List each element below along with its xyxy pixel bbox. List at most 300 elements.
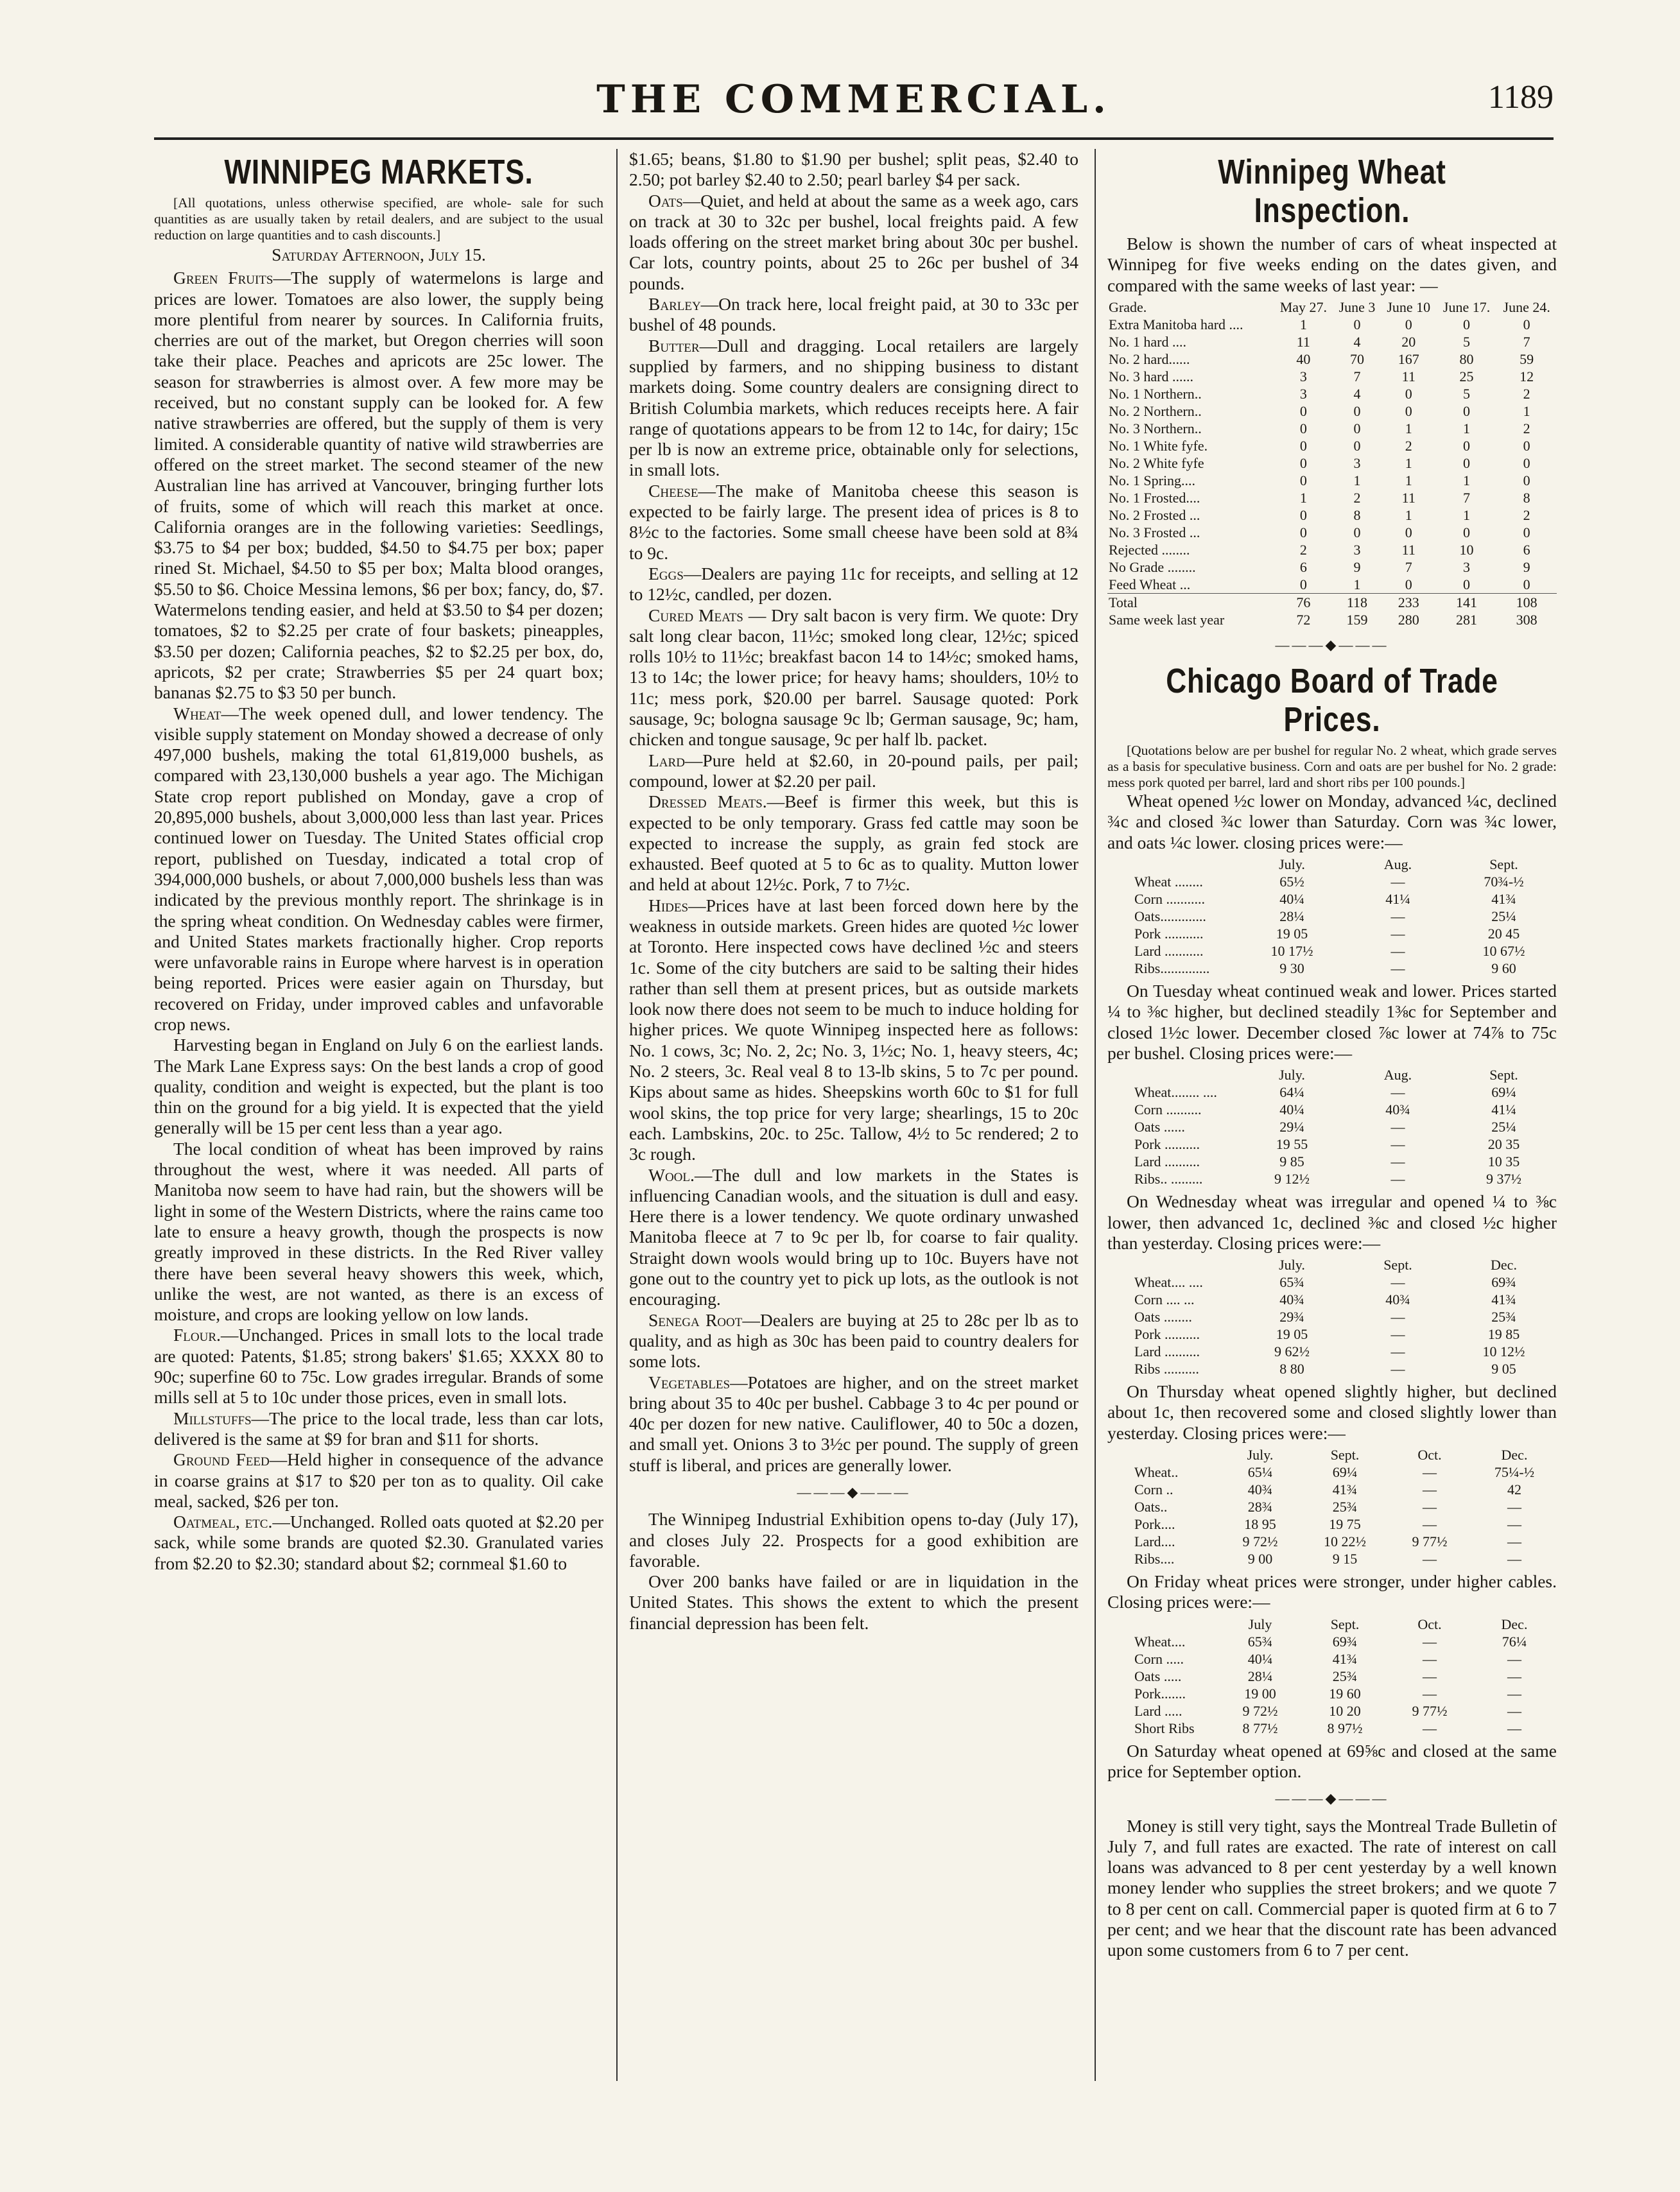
table-cell: 59 [1520,350,1534,367]
table-cell: 108 [1496,593,1557,611]
table-cell: 25¾ [1332,1499,1358,1515]
paragraph-lead: Eggs [648,563,684,583]
column-header: July [1248,1616,1272,1632]
table-cell: 3 [1353,454,1361,471]
row-label: Oats.. [1134,1499,1168,1515]
paragraph-lead: Wheat [173,703,221,723]
table-cell: 9 62½ [1274,1343,1310,1360]
table-cell: 9 05 [1491,1361,1516,1377]
table-cell: 18 95 [1244,1516,1276,1533]
table-cell: — [1507,1702,1521,1719]
table-cell: 9 77½ [1412,1533,1448,1550]
column-header: July. [1279,1257,1305,1273]
table-cell: 10 20 [1329,1702,1361,1719]
table-row [1107,472,1557,489]
table-cell: 5 [1463,333,1471,350]
table-cell: 64¼ [1279,1084,1304,1101]
table-header-row [1133,1256,1557,1273]
market-paragraph [629,1372,1078,1476]
row-label: No. 2 hard...... [1109,350,1190,367]
heading-chicago-prices: Chicago Board of Trade Prices. [1166,662,1498,739]
column-header: May 27. [1279,298,1328,315]
market-paragraph [629,191,1078,294]
table-row [1133,1118,1557,1135]
separator-ornament: ———◆——— [797,1484,911,1500]
table-header-row [1133,1446,1557,1463]
table-cell: 2 [1299,541,1307,558]
row-label: Oats ..... [1134,1668,1182,1684]
table-cell: 12 [1520,368,1534,384]
table-cell: 3 [1299,385,1307,402]
row-label: No. 1 Spring.... [1109,472,1196,488]
row-label: Corn ..... [1134,1650,1184,1667]
market-paragraph [154,1512,603,1574]
table-row [1133,960,1557,977]
total-row [1107,593,1557,611]
table-cell: 29¼ [1279,1119,1304,1135]
table-cell: 1 [1463,506,1471,523]
table-cell: 1 [1523,402,1530,419]
table-cell: 72 [1296,611,1311,628]
table-cell: 233 [1381,593,1437,611]
table-cell: 65½ [1279,874,1304,890]
monday-paragraph: Wheat opened ½c lower on Monday, advanced ¼c, declined ¾c and closed ¾c lower than Saturday. Corn was ¾c lower, and oats ¼c lower. closing prices were:— [1107,791,1557,852]
table-cell: 0 [1299,524,1307,540]
table-cell: 280 [1398,611,1419,628]
table-row [1133,1343,1557,1360]
market-paragraph [154,1325,603,1408]
paragraph-text: .—Unchanged. Prices in small lots to the local trade are quoted: Patents, $1.85; strong bakers' $1.65; XXXX 80 to 90c; superfine 60 to 75c. Low grades irregular. Brands of some mills sell at 5 to 10c under those prices, even in small lots. [154,1325,603,1408]
table-header-row [1133,856,1557,873]
column-header [1133,1446,1218,1463]
paragraph-text: —Potatoes are higher, and on the street market bring about 35 to 40c per bushel. Cabbage 3 to 4c per pound or 40c per dozen for new native. Cauliflower, 40 to 50c a dozen, and small yet. Onions 3 to 3½c per pound. The supply of green stuff is liberal, and prices are generally lower. [629,1372,1078,1475]
column-header: June 3 [1338,298,1376,315]
paragraph-lead: Oatmeal, etc. [173,1512,273,1532]
column-header: Dec. [1501,1616,1528,1632]
paragraph-lead: Flour [173,1325,217,1345]
row-label: Pork....... [1134,1685,1186,1702]
table-cell: 41¼ [1385,891,1410,908]
table-cell: 3 [1463,558,1471,575]
column-header: June 17. [1442,298,1491,315]
table-cell: 25 [1459,368,1474,384]
column-header: Sept. [1330,1616,1360,1632]
table-row [1107,385,1557,402]
table-cell: 25¾ [1332,1668,1358,1684]
column-header: July. [1247,1447,1274,1463]
table-row [1133,1668,1557,1685]
row-label: No. 3 Northern.. [1109,420,1202,436]
paragraph-lead: Oats [648,190,683,211]
table-cell: 4 [1353,333,1361,350]
market-paragraph [629,294,1078,336]
table-cell: 69¼ [1491,1084,1516,1101]
table-cell: 1 [1299,489,1307,506]
row-label: Ribs.............. [1134,960,1210,977]
table-cell: 41¾ [1491,891,1516,908]
table-cell: 0 [1299,402,1307,419]
table-row [1133,1702,1557,1720]
market-paragraph [154,1139,603,1325]
table-cell: 19 05 [1276,926,1308,942]
table-cell: — [1423,1481,1437,1498]
last_year-row [1107,611,1557,628]
table-cell: — [1507,1685,1521,1702]
table-cell: — [1390,960,1405,977]
table-cell: 1 [1463,420,1471,436]
table-cell: 40¼ [1247,1650,1273,1667]
row-label: Lard .......... [1134,1343,1200,1360]
table-cell: — [1390,1361,1405,1377]
friday-paragraph: On Friday wheat prices were stronger, under higher cables. Closing prices were:— [1107,1571,1557,1612]
table-row [1133,1170,1557,1187]
table-cell: — [1423,1720,1437,1736]
table-cell: 9 60 [1491,960,1516,977]
row-label: Wheat........ .... [1134,1084,1217,1101]
page-number: 1189 [1487,79,1554,116]
table-cell: 8 80 [1279,1361,1304,1377]
table-cell: — [1423,1633,1437,1650]
column-header: Sept. [1330,1447,1360,1463]
table-cell: — [1507,1668,1521,1684]
table-row [1133,1720,1557,1737]
row-label: No. 1 White fyfe. [1109,437,1208,454]
paragraph-lead: Butter [648,335,700,356]
row-label: Corn .... ... [1134,1291,1195,1308]
column-header: July. [1279,1067,1305,1083]
separator-ornament: ———◆——— [1275,1790,1389,1807]
table-cell: 11 [1401,489,1416,506]
paragraph-text: .—Beef is firmer this week, but this is expected to be only temporary. Grass fed cattle may soon be expected to increase the supply, as grain fed stock are exhausted. Beef quoted at 5 to 6c as to quality. Mutton lower and held at about 12½c. Pork, 7 to 7½c. [629,791,1078,895]
table-cell: — [1423,1499,1437,1515]
market-paragraph [629,605,1078,750]
table-cell: 9 30 [1279,960,1304,977]
table-row [1133,1481,1557,1498]
table-cell: 0 [1523,524,1530,540]
table-row [1107,524,1557,541]
table-cell: 20 35 [1487,1136,1520,1153]
column-header: June 10 [1387,298,1431,315]
table-cell: 69¾ [1332,1633,1358,1650]
saturday-paragraph: On Saturday wheat opened at 69⅝c and closed at the same price for September option. [1107,1740,1557,1781]
table-row [1107,402,1557,420]
table-cell: 40¼ [1279,891,1304,908]
market-paragraph [629,564,1078,605]
table-row [1133,925,1557,942]
table-cell: 41¾ [1491,1291,1516,1308]
column-header: Aug. [1383,1067,1412,1083]
table-cell: 0 [1299,576,1307,592]
paragraph-lead: Senega Root [648,1309,743,1330]
table-cell: 1 [1353,576,1361,592]
table-cell: 3 [1299,368,1307,384]
paragraph-text: —On track here, local freight paid, at 30 to 33c per bushel of 48 pounds. [629,294,1078,335]
table-cell: 9 [1523,558,1530,575]
table-cell: 40¾ [1385,1101,1410,1118]
market-paragraph [629,336,1078,481]
table-cell: 19 60 [1329,1685,1361,1702]
table-cell: 2 [1353,489,1361,506]
column-wheat-chicago [1107,149,1557,2100]
table-cell: 19 05 [1276,1326,1308,1343]
table-cell: 11 [1401,368,1416,384]
tuesday-prices-table [1133,1066,1557,1187]
row-label: Wheat ........ [1134,874,1203,890]
table-cell: 42 [1507,1481,1521,1498]
table-cell: 1 [1299,316,1307,332]
table-cell: 8 97½ [1327,1720,1363,1736]
table-cell: 40¼ [1279,1101,1304,1118]
table-cell: 0 [1463,402,1471,419]
paragraph-lead: Cheese [648,480,698,501]
table-row [1107,454,1557,472]
row-label: No. 2 White fyfe [1109,454,1204,471]
market-paragraph [629,895,1078,1165]
paragraph-lead: Ground Feed [173,1449,270,1470]
market-paragraph [629,1310,1078,1372]
table-cell: 4 [1353,385,1361,402]
table-cell: 19 00 [1244,1685,1276,1702]
col1-paragraphs [154,268,603,1574]
column-header: Sept. [1383,1257,1412,1273]
paragraph-text: $1.65; beans, $1.80 to $1.90 per bushel; split peas, $2.40 to 2.50; pot barley $2.40 to 2.50; pearl barley $4 per sack. [629,149,1078,190]
table-cell: 2 [1523,385,1530,402]
table-cell: 281 [1456,611,1478,628]
table-cell: — [1423,1685,1437,1702]
table-cell: — [1390,908,1405,925]
tuesday-paragraph: On Tuesday wheat continued weak and lower. Prices started ¼ to ⅜c higher, but declined steadily 1⅜c for September and closed 1½c lower. December closed ⅞c lower at 74⅞ to 75c per bushel. Closing prices were:— [1107,981,1557,1063]
column-markets-continued [629,149,1078,2100]
row-label: Extra Manitoba hard .... [1109,316,1243,332]
row-label: No. 2 Frosted ... [1109,506,1200,523]
table-row [1107,316,1557,333]
row-label: No. 3 Frosted ... [1109,524,1200,540]
table-cell: 40¾ [1385,1291,1410,1308]
table-row [1133,873,1557,890]
row-label: No. 1 hard .... [1109,333,1186,350]
table-row [1107,420,1557,437]
table-cell: 2 [1523,420,1530,436]
market-paragraph [629,791,1078,895]
table-cell: 19 55 [1276,1136,1308,1153]
paragraph-lead: Millstuffs [173,1408,252,1428]
table-cell: — [1507,1533,1521,1550]
table-cell: 118 [1333,593,1381,611]
table-cell: — [1507,1720,1521,1736]
table-cell: 1 [1405,506,1412,523]
table-cell: 10 [1459,541,1474,558]
table-row [1133,1360,1557,1377]
table-header-row [1133,1616,1557,1633]
table-cell: 0 [1463,524,1471,540]
table-cell: 10 35 [1487,1153,1520,1170]
column-rule-1 [616,149,618,2081]
table-cell: 7 [1523,333,1530,350]
table-row [1133,1515,1557,1533]
column-header [1133,1066,1239,1083]
table-row [1133,1650,1557,1668]
table-row [1107,506,1557,524]
paragraph-text: — Dry salt bacon is very firm. We quote: Dry salt long clear bacon, 11½c; smoked long clear, 12½c; spiced rolls 10½ to 11½c; breakfast bacon 14 to 14½c; smoked hams, 13 to 14c; the lower price; for heavy hams; shoulders, 10½ to 11c; mess pork, $20.00 per barrel. Sausage quoted: Pork sausage, 9c; bologna sausage 9c lb; German sausage, 9c; ham, chicken and tongue sausage, 9c per half lb. packet. [629,605,1078,750]
table-cell: — [1423,1516,1437,1533]
row-label: Ribs.... [1134,1551,1175,1567]
table-row [1133,942,1557,960]
table-cell: 41¾ [1332,1650,1358,1667]
table-cell: 10 67½ [1482,943,1525,960]
table-cell: 0 [1299,472,1307,488]
table-row [1107,541,1557,558]
table-cell: 0 [1299,506,1307,523]
table-cell: 0 [1463,437,1471,454]
table-cell: 25¼ [1491,1119,1516,1135]
table-cell: — [1390,1343,1405,1360]
inspection-intro: Below is shown the number of cars of wheat inspected at Winnipeg for five weeks ending on the dates given, and compared with the same weeks of last year: — [1107,234,1557,295]
table-cell: 0 [1353,316,1361,332]
table-row [1133,1101,1557,1118]
table-cell: 29¾ [1279,1309,1304,1325]
row-label: Wheat.... .... [1134,1274,1203,1291]
heading-winnipeg-markets: WINNIPEG MARKETS. [224,153,533,191]
row-label: Ribs .......... [1134,1361,1199,1377]
row-label: No. 2 Northern.. [1109,402,1202,419]
column-rule-2 [1095,149,1096,2081]
table-row [1133,1273,1557,1291]
table-cell: 159 [1346,611,1368,628]
market-paragraph [154,1035,603,1138]
masthead-rule [154,137,1554,140]
table-cell: 3 [1353,541,1361,558]
column-header: Grade. [1109,298,1147,315]
table-cell: 0 [1523,316,1530,332]
table-cell: 7 [1463,489,1471,506]
table-cell: 1 [1405,420,1412,436]
table-cell: 0 [1405,402,1412,419]
table-cell: 141 [1437,593,1497,611]
market-paragraph [154,1449,603,1512]
paragraph-text: Harvesting began in England on July 6 on the earliest lands. The Mark Lane Express says: On the best lands a crop of good quality, condition and weight is expected, but the plant is too thin on the ground for a big yield. It is expected that the yield generally will be 15 per cent less than a year ago. [154,1035,603,1138]
paragraph-lead: Vegetables [648,1372,731,1392]
row-label: No. 1 Northern.. [1109,385,1202,402]
paragraph-lead: Cured Meats [648,605,743,625]
table-cell: — [1507,1516,1521,1533]
table-header-row [1133,1066,1557,1083]
table-cell: 8 [1353,506,1361,523]
table-cell: 9 00 [1247,1551,1273,1567]
paragraph-text: —The supply of watermelons is large and prices are lower. Tomatoes are also lower, the supply being more plentiful from nearer by sources. In California fruits, cherries are out of the market, but Oregon cherries will soon take their place. Peaches and apricots are 25c lower. The season for strawberries is almost over. A few more may be received, but no constant supply can be looked for. A few native strawberries are offered, but the supply of them is very limited. A considerable quantity of native wild strawberries are offered on the street market. The second steamer of the new Australian line has arrived at Vancouver, bringing further lots of fruits, some of which will reach this market at once. California oranges are in the following varieties: Seedlings, $3.75 to $4 per box; budded, $4.50 to $4.75 per box; paper rined St. Michael, $4.50 to $5 per box; Malta blood oranges, $5.50 to $6. Choice Messina lemons, $6 per box; fancy, do, $7. Watermelons tending easier, and held at $3.50 to $4 per dozen; tomatoes, $2 to $2.25 per crate of four baskets; pineapples, $3.50 per dozen; California peaches, $2 to $2.25 per box, do, apricots, $2 per crate; Strawberries $5 per 24 quart box; bananas $2.75 to $3 50 per bunch. [154,268,603,703]
row-label: Oats ...... [1134,1119,1185,1135]
table-cell: 8 [1523,489,1530,506]
table-cell: 28¼ [1279,908,1304,925]
column-header [1133,856,1239,873]
table-cell: 6 [1299,558,1307,575]
column-header: Oct. [1417,1447,1442,1463]
quotation-note: [All quotations, unless otherwise specified, are whole- sale for such quantities as are usually taken by retail dealers, and are subject to the usual reduction on large quantities and to cash discounts.] [154,195,603,243]
paragraph-lead: Barley [648,294,701,315]
table-row [1133,1308,1557,1325]
heading-wheat-inspection: Winnipeg Wheat Inspection. [1218,153,1446,230]
table-cell: 11 [1296,333,1310,350]
table-cell: 70 [1349,350,1364,367]
column-header: Oct. [1417,1616,1442,1632]
table-cell: — [1390,1274,1405,1291]
table-cell: 167 [1398,350,1419,367]
wednesday-paragraph: On Wednesday wheat was irregular and opened ¼ to ⅜c lower, then advanced 1c, declined ⅜c and closed ½c higher than yesterday. Closing prices were:— [1107,1191,1557,1253]
table-row [1107,489,1557,506]
table-cell: 40¾ [1247,1481,1273,1498]
table-cell: 10 22½ [1324,1533,1366,1550]
paragraph-text: —Quiet, and held at about the same as a week ago, cars on track at 30 to 32c per bushel, local freights paid. A few loads offering on the street market bring about 30c per bushel. Car lots, country points, about 25 to 26c per bushel of 34 pounds. [629,190,1078,293]
table-cell: 80 [1459,350,1474,367]
table-cell: — [1390,1326,1405,1343]
inspection-table [1107,298,1557,628]
column-header: Dec. [1501,1447,1528,1463]
table-cell: — [1390,926,1405,942]
banks-paragraph: Over 200 banks have failed or are in liquidation in the United States. This shows the extent to which the present financial depression has been felt. [629,1571,1078,1633]
table-cell: 9 15 [1332,1551,1358,1567]
market-paragraph [629,481,1078,564]
table-cell: 0 [1299,454,1307,471]
paragraph-lead: Lard [648,750,685,770]
thursday-paragraph: On Thursday wheat opened slightly higher, but declined about 1c, then recovered some and closed slightly lower than yesterday. Closing prices were:— [1107,1381,1557,1443]
table-row [1133,1083,1557,1101]
table-cell: 0 [1353,437,1361,454]
row-label: Short Ribs [1134,1720,1195,1736]
paragraph-text: —Dull and dragging. Local retailers are largely supplied by farmers, and no shipping business to distant markets doing. Some country dealers are consigning direct to British Columbia markets, which reduces receipts here. A fair range of quotations appears to be from 12 to 14c, for dairy; 15c per lb is now an extreme price, obtainable only for selections, in small lots. [629,335,1078,480]
table-cell: 0 [1405,524,1412,540]
newspaper-title: THE COMMERCIAL. [596,77,1111,122]
table-cell: 40 [1296,350,1311,367]
table-cell: 0 [1405,385,1412,402]
table-cell: 1 [1405,454,1412,471]
table-cell: 1 [1353,472,1361,488]
table-cell: 0 [1463,454,1471,471]
table-row [1107,350,1557,368]
table-cell: 1 [1463,472,1471,488]
paragraph-text: The local condition of wheat has been improved by rains throughout the west, where it was needed. All parts of Manitoba now seem to have had rain, but the showers will be light in some of the Western Districts, where the rains came too late to ensure a heavy growth, though the prospects is now greatly improved in these districts. In the Red River valley there have been several heavy showers this week, which, unlike the west, are not wanted, as there is an excess of moisture, and crops are looking yellow on low lands. [154,1138,603,1325]
table-cell: 70¾-½ [1484,874,1524,890]
table-cell: 0 [1353,402,1361,419]
paragraph-text: —The week opened dull, and lower tendency. The visible supply statement on Monday showed a decrease of only 497,000 bushels, making the total 61,819,000 bushels, as compared with 23,130,000 bushels a year ago. The Michigan State crop report published on Monday, gave a crop of 20,895,000 bushels, about 3,000,000 less than last year. Prices continued lower on Tuesday. The United States official crop report, published on Tuesday, indicated a total crop of 394,000,000 bushels, or about 7,000,000 bushels less than was indicated by the previous monthly report. The shrinkage is in the spring wheat condition. On Wednesday cables were firmer, and United States markets fractionally higher. Crop reports were unfavorable rains in Europe where harvest is in operation being reported. Prices were easier again on Thursday, but recovered on Friday, under improved cables and unfavorable crop news. [154,703,603,1034]
table-row [1107,333,1557,350]
row-label: Oats ........ [1134,1309,1192,1325]
friday-prices-table [1133,1616,1557,1737]
table-cell: 41¼ [1491,1101,1516,1118]
column-header: Dec. [1491,1257,1517,1273]
table-cell: — [1390,874,1405,890]
col2-paragraphs [629,149,1078,1476]
row-label: Corn ........... [1134,891,1205,908]
table-cell: — [1390,943,1405,960]
table-cell: 19 75 [1329,1516,1361,1533]
table-cell: 0 [1523,454,1530,471]
table-cell: 0 [1463,316,1471,332]
table-cell: 28¼ [1247,1668,1273,1684]
table-cell: 0 [1523,576,1530,592]
paragraph-lead: Green Fruits [173,268,273,288]
paragraph-text: —The make of Manitoba cheese this season is expected to be fairly large. The present idea of prices is 8 to 8½c to the factories. Some small cheese have been sold at 8¾ to 9c. [629,480,1078,563]
table-cell: 20 [1401,333,1416,350]
table-row [1133,890,1557,908]
table-cell: 5 [1463,385,1471,402]
paragraph-lead: Wool [648,1164,691,1185]
market-paragraph [154,1408,603,1450]
table-cell: 69¾ [1491,1274,1516,1291]
table-cell: 19 85 [1487,1326,1520,1343]
row-label: Corn .......... [1134,1101,1202,1118]
chicago-note: [Quotations below are per bushel for regular No. 2 wheat, which grade serves as a basis for speculative business. Corn and oats are per bushel for No. 2 grade: mess pork quoted per barrel, lard and short ribs per 100 pounds.] [1107,743,1557,791]
paragraph-lead: Hides [648,895,689,915]
table-cell: 65¾ [1279,1274,1304,1291]
